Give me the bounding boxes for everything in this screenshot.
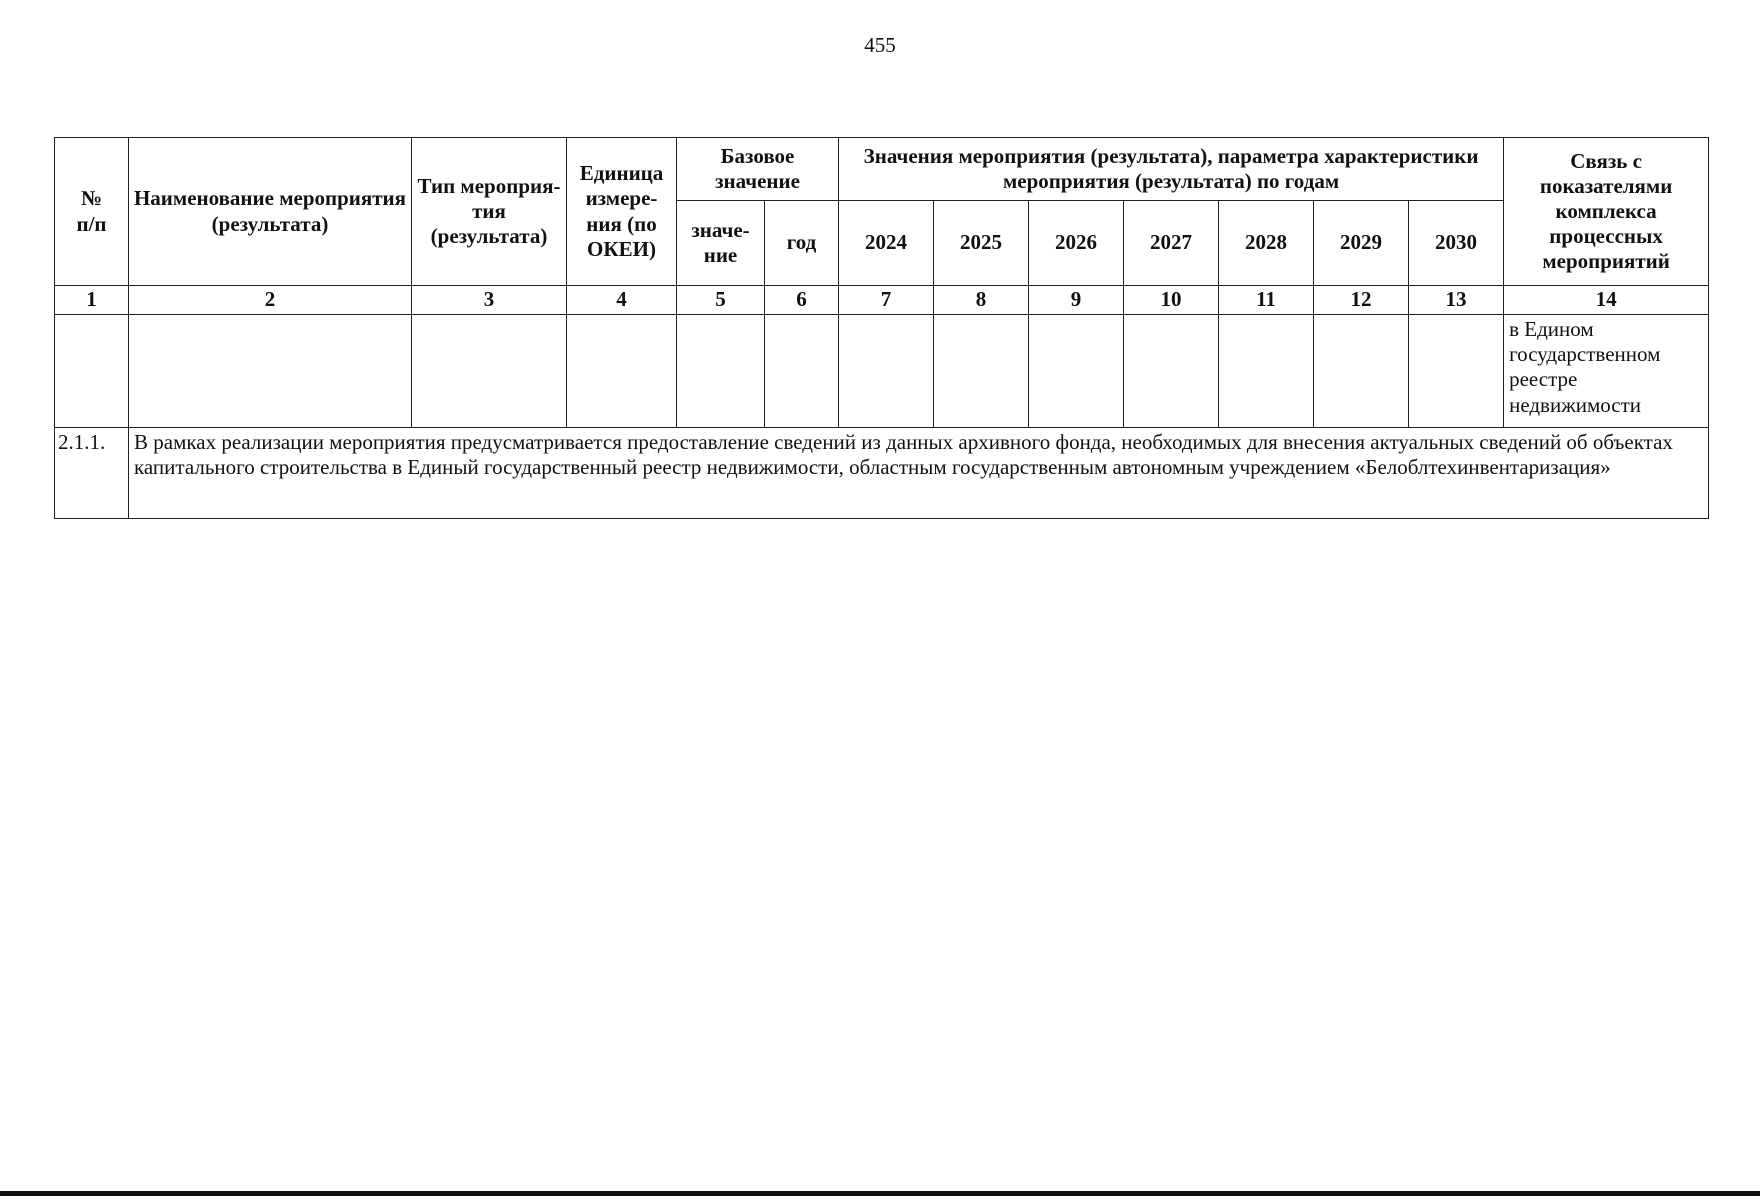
header-year-2027: 2027 <box>1124 201 1219 286</box>
column-number: 2 <box>129 286 412 315</box>
bottom-rule <box>0 1191 1760 1196</box>
table-cell-empty <box>677 315 765 428</box>
column-number: 1 <box>55 286 129 315</box>
table-cell-empty <box>1409 315 1504 428</box>
column-number: 9 <box>1029 286 1124 315</box>
header-type: Тип мероприя-тия (результата) <box>412 138 567 286</box>
header-link: Связь с показателями комплекса процессных мероприятий <box>1504 138 1709 286</box>
header-year-2030: 2030 <box>1409 201 1504 286</box>
table-cell-empty <box>412 315 567 428</box>
column-number-row <box>55 286 1709 315</box>
table-cell-empty <box>1219 315 1314 428</box>
table-cell-empty <box>765 315 839 428</box>
column-number: 11 <box>1219 286 1314 315</box>
column-number: 3 <box>412 286 567 315</box>
table-row <box>55 315 1709 428</box>
note-row <box>55 428 1709 519</box>
table-cell-empty <box>55 315 129 428</box>
column-number: 12 <box>1314 286 1409 315</box>
measures-table <box>54 137 1709 519</box>
table-cell-empty <box>1314 315 1409 428</box>
header-year-2026: 2026 <box>1029 201 1124 286</box>
header-base-value: значе-ние <box>677 201 765 286</box>
table-cell-empty <box>129 315 412 428</box>
header-values-group: Значения мероприятия (результата), параметра характеристики мероприятия (результата) по годам <box>839 138 1504 201</box>
header-base-group: Базовое значение <box>677 138 839 201</box>
header-year-2024: 2024 <box>839 201 934 286</box>
header-unit: Единица измере-ния (по ОКЕИ) <box>567 138 677 286</box>
table-cell-empty <box>1124 315 1219 428</box>
table-cell-empty <box>934 315 1029 428</box>
header-year-2028: 2028 <box>1219 201 1314 286</box>
header-name: Наименование мероприятия (результата) <box>129 138 412 286</box>
column-number: 6 <box>765 286 839 315</box>
table-cell-empty <box>567 315 677 428</box>
column-number: 13 <box>1409 286 1504 315</box>
header-year-2025: 2025 <box>934 201 1029 286</box>
header-num: № п/п <box>55 138 129 286</box>
note-number: 2.1.1. <box>55 428 129 519</box>
column-number: 8 <box>934 286 1029 315</box>
column-number: 7 <box>839 286 934 315</box>
column-number: 5 <box>677 286 765 315</box>
table-cell-empty <box>1029 315 1124 428</box>
header-row-top <box>55 138 1709 201</box>
note-text: В рамках реализации мероприятия предусматривается предоставление сведений из данных архивного фонда, необходимых для внесения актуальных сведений об объектах капитального строительства в Единый государственный реестр недвижимости, областным государственным автономным учреждением «Белоблтехинвентаризация» <box>129 428 1709 519</box>
header-base-year: год <box>765 201 839 286</box>
page-number: 455 <box>864 33 896 57</box>
column-number: 14 <box>1504 286 1709 315</box>
header-year-2029: 2029 <box>1314 201 1409 286</box>
link-cell: в Едином государственном реестре недвижимости <box>1504 315 1709 428</box>
column-number: 10 <box>1124 286 1219 315</box>
column-number: 4 <box>567 286 677 315</box>
table-cell-empty <box>839 315 934 428</box>
